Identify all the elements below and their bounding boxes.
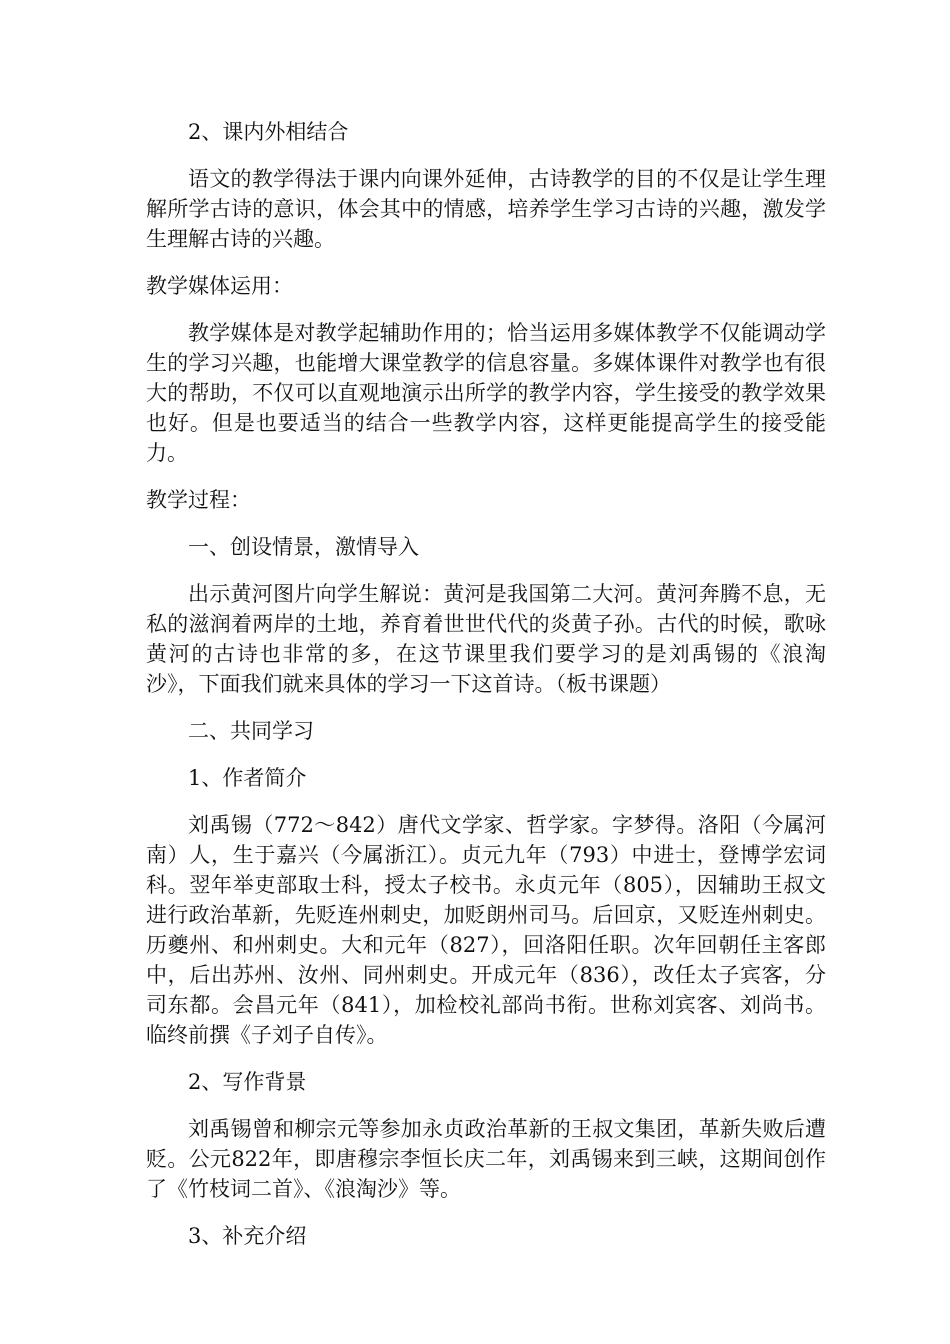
subheading-supplement: 3、补充介绍 xyxy=(188,1224,307,1248)
paragraph-yellow-river: 出示黄河图片向学生解说：黄河是我国第二大河。黄河奔腾不息，无私的滋润着两岸的土地，养育着世世代代的炎黄子孙。古代的时候，歌咏黄河的古诗也非常的多，在这节课里我们要学习的是刘禹锡的《浪淘沙》，下面我们就来具体的学习一下这首诗。（板书课题） xyxy=(146,582,826,696)
paragraph-author-bio: 刘禹锡（772～842）唐代文学家、哲学家。字梦得。洛阳（今属河南）人，生于嘉兴（今属浙江）。贞元九年（793）中进士，登博学宏词科。翌年举吏部取士科，授太子校书。永贞元年（805），因辅助王叔文进行政治革新，先贬连州刺史，加贬朗州司马。后回京，又贬连州刺史。历夔州、和州刺史。大和元年（827），回洛阳任职。次年回朝任主客郎中，后出苏州、汝州、同州刺史。开成元年（836），改任太子宾客，分司东都。会昌元年（841），加检校礼部尚书衔。世称刘宾客、刘尚书。临终前撰《子刘子自传》。 xyxy=(146,813,826,1047)
paragraph-background: 刘禹锡曾和柳宗元等参加永贞政治革新的王叔文集团，革新失败后遭贬。公元822年，即唐穆宗李恒长庆二年，刘禹锡来到三峡，这期间创作了《竹枝词二首》、《浪淘沙》等。 xyxy=(146,1117,826,1201)
heading-teaching-process: 教学过程： xyxy=(146,488,251,512)
heading-media-use: 教学媒体运用： xyxy=(146,274,293,298)
document-body xyxy=(146,117,826,1251)
subheading-scene-setting: 一、创设情景，激情导入 xyxy=(188,535,419,559)
subheading-background: 2、写作背景 xyxy=(188,1070,307,1094)
paragraph-extension: 语文的教学得法于课内向课外延伸，古诗教学的目的不仅是让学生理解所学古诗的意识，体会其中的情感，培养学生学习古诗的兴趣，激发学生理解古诗的兴趣。 xyxy=(146,167,826,251)
subheading-author-intro: 1、作者简介 xyxy=(188,766,307,790)
subheading-joint-learning: 二、共同学习 xyxy=(188,719,314,743)
subheading-combine-inside-outside: 2、课内外相结合 xyxy=(188,120,349,144)
paragraph-media: 教学媒体是对教学起辅助作用的；恰当运用多媒体教学不仅能调动学生的学习兴趣，也能增大课堂教学的信息容量。多媒体课件对教学也有很大的帮助，不仅可以直观地演示出所学的教学内容，学生接受的教学效果也好。但是也要适当的结合一些教学内容，这样更能提高学生的接受能力。 xyxy=(146,321,826,465)
